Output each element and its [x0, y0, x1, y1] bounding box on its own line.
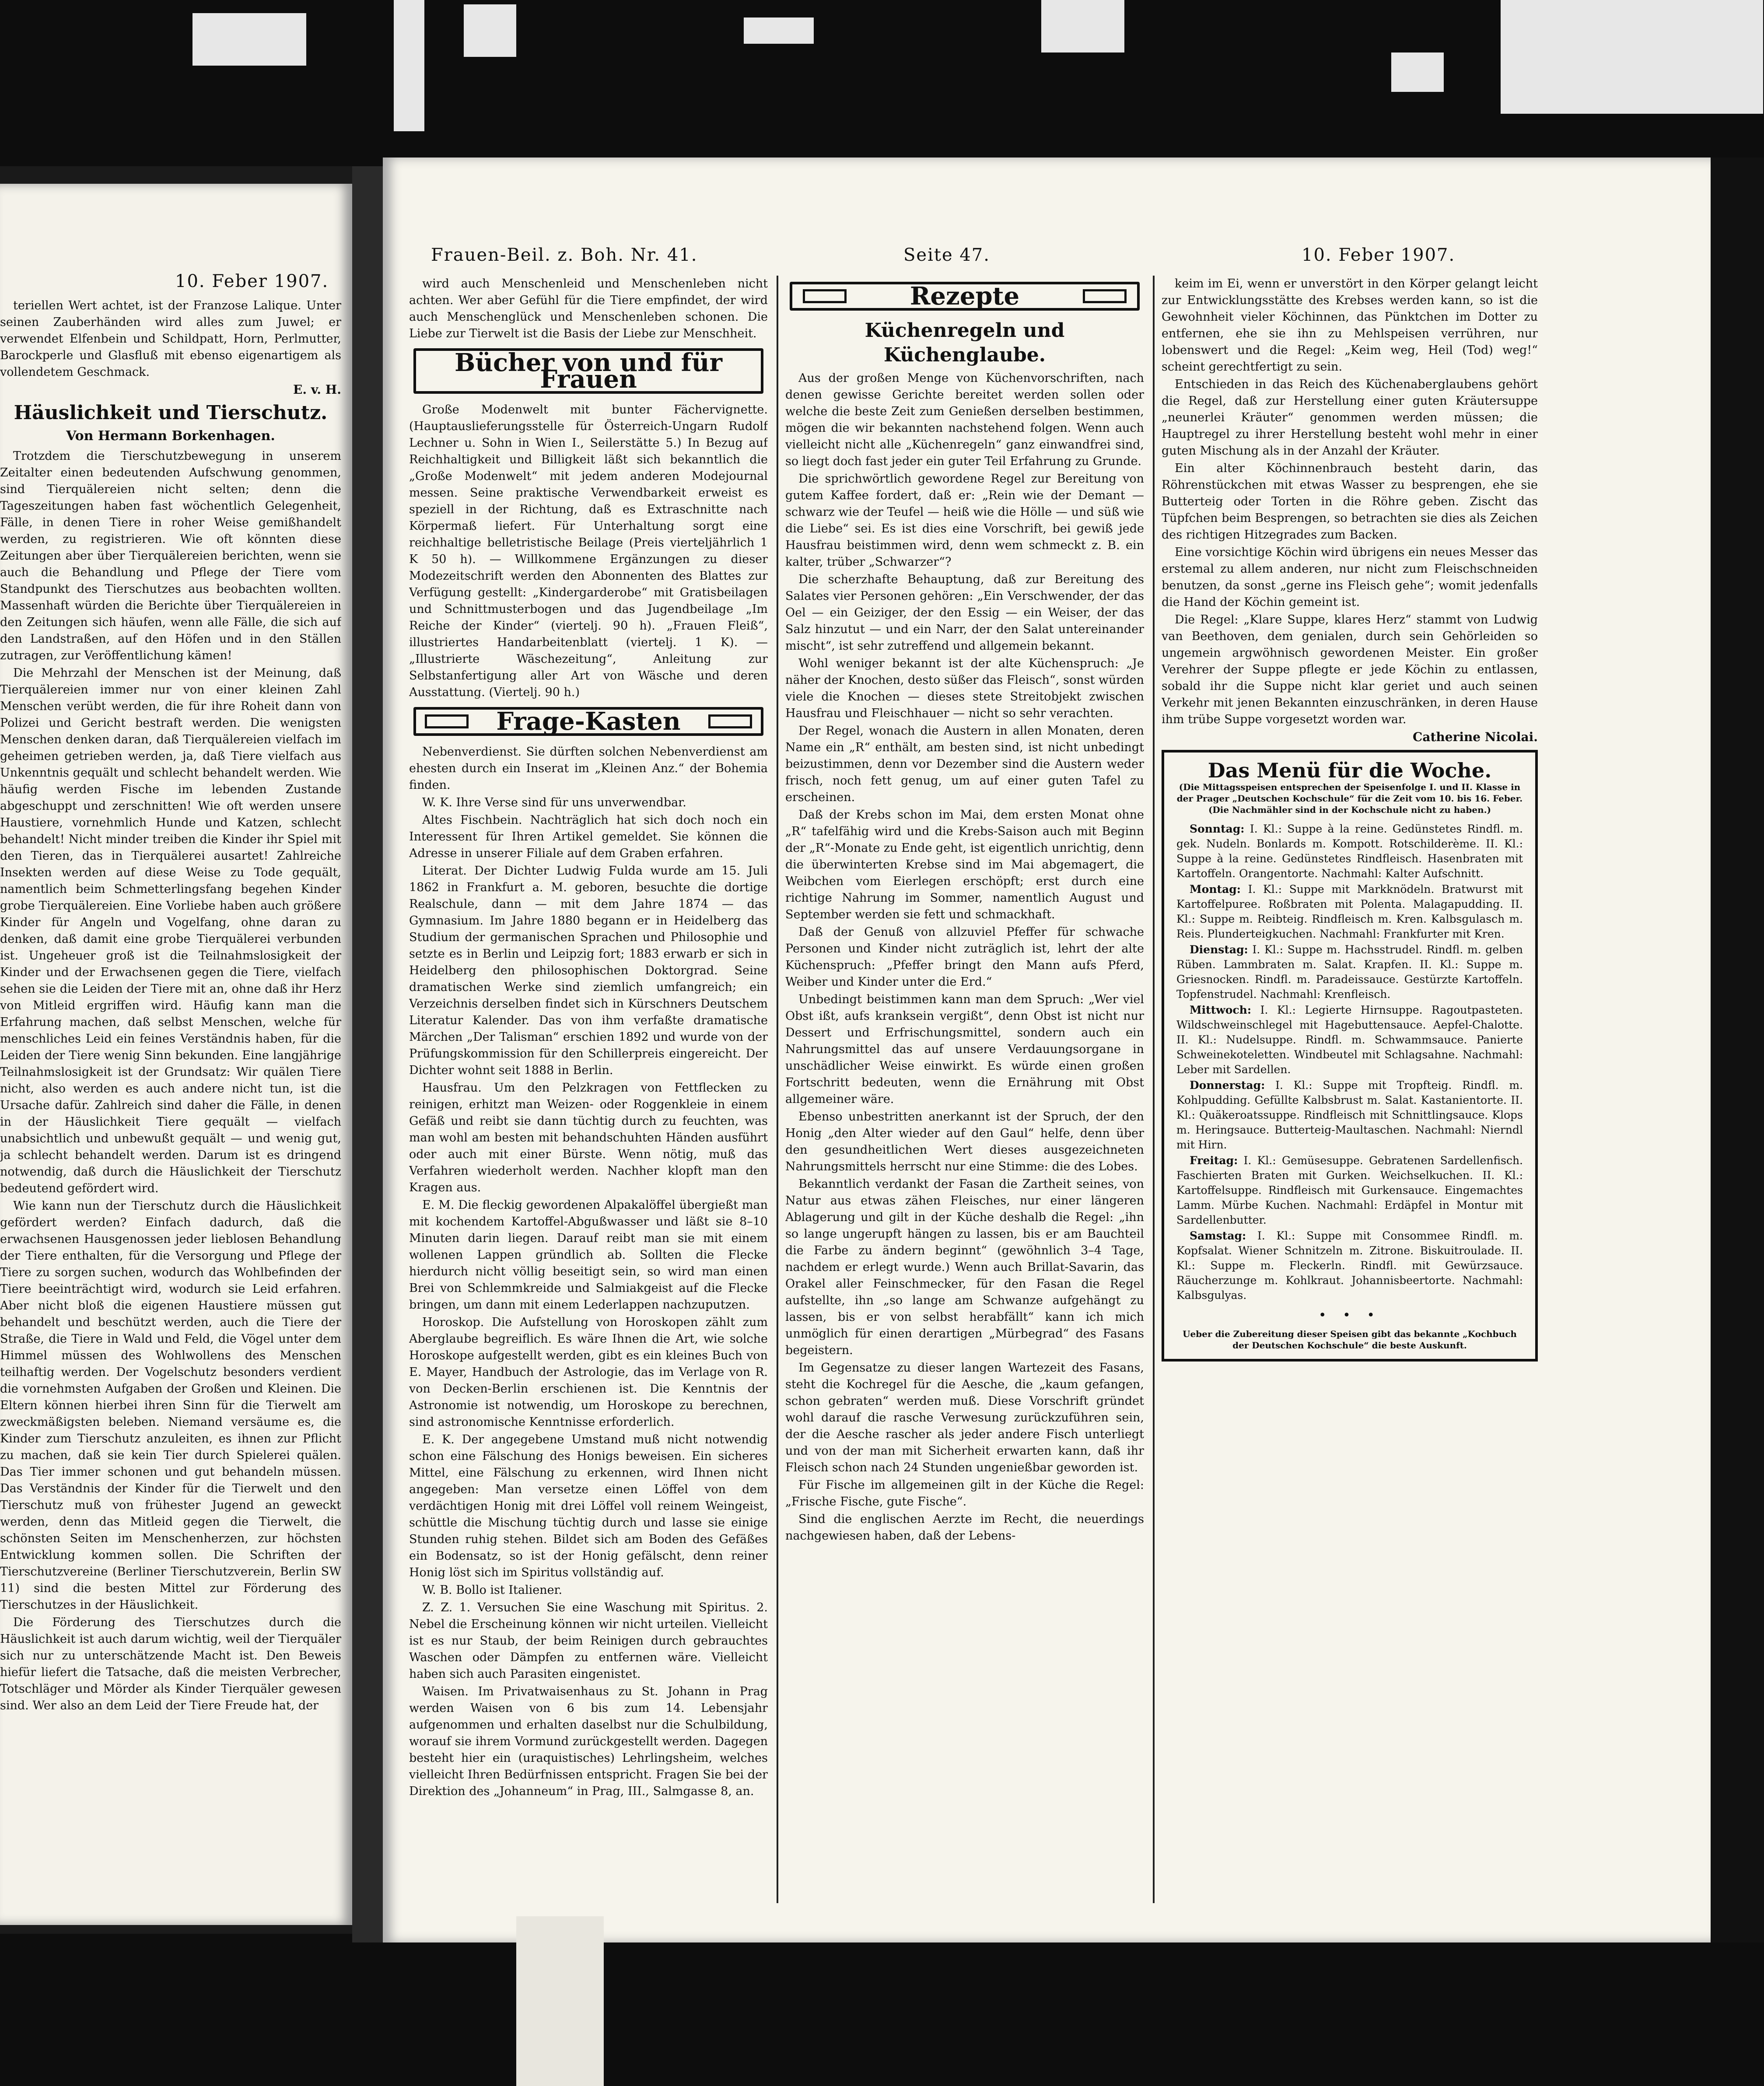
column-divider	[777, 276, 778, 1903]
left-page-date: 10. Feber 1907.	[175, 271, 329, 291]
article-paragraph: Wie kann nun der Tierschutz durch die Häuslichkeit gefördert werden? Einfach dadurch, daß die erwachsenen Hausgenossen jeder lieblosen Behandlung der Tiere enthalten, für die Versorgung und Pflege der Tiere zu sorgen suchen, wodurch das Wohlbefinden der Tiere beeinträchtigt wird, wodurch sie Leid erfahren. Aber nicht bloß die eigenen Haustiere müssen gut behandelt und beschützt werden, auch die Tiere der Straße, die Tiere in Wald und Feld, die Vögel unter dem Himmel müssen des Wohlwollens des Menschen teilhaftig werden. Der Vogelschutz besonders verdient die vornehmsten Aufgaben der Großen und Kleinen. Die Eltern können hierbei ihren Sinn für die Tierwelt am zweckmäßigsten beleben. Niemand versäume es, die Kinder zum Tierschutz anzuleiten, es ihnen zur Pflicht zu machen, daß sie kein Tier durch Spielerei quälen. Das Tier immer schonen und gut behandeln müssen. Das Verständnis der Kinder für die Tierwelt und den Tierschutz muß von frühester Jugend an geweckt werden, denn das Mitleid gegen die Tierwelt, die schönsten Seiten im Menschenherzen, zur höchsten Entwicklung kommen sollen. Die Schriften der Tierschutzvereine (Berliner Tierschutzverein, Berlin SW 11) sind die besten Mittel zur Förderung des Tierschutzes in der Häuslichkeit.	[0, 1199, 341, 1612]
article-paragraph: Trotzdem die Tierschutzbewegung in unserem Zeitalter einen bedeutenden Aufschwung genommen, sind Tierquälereien nicht selten; denn die Tageszeitungen haben fast wöchentlich Gelegenheit, Fälle, in denen Tiere in roher Weise gemißhandelt werden, zu registrieren. Wie oft könnten diese Zeitungen aber über Tierquälereien berichten, wenn sie auch die Behandlung und Pflege der Tiere vom Standpunkt des Tierschutzes aus beobachten wollten. Massenhaft würden die Berichte über Tierquälereien in den Zeitungen sich häufen, wenn alle Fälle, die sich auf den Landstraßen, auf den Höfen und in den Ställen zutragen, zur Veröffentlichung kämen!	[0, 449, 341, 662]
menu-day-name: Dienstag:	[1190, 943, 1248, 956]
recipe-paragraph: Unbedingt beistimmen kann man dem Spruch: „Wer viel Obst ißt, aufs kranksein vergißt“, denn Obst ist nicht nur Dessert und Erfrischungsmittel, sondern auch ein Nahrungsmittel das auf unsere Verdauungsorgane in unschädlicher Weise einwirkt. Es würde einen großen Fortschritt bedeuten, wenn die Ernährung mit Obst allgemeiner wäre.	[785, 993, 1144, 1106]
recipe-paragraph: Der Regel, wonach die Austern in allen Monaten, deren Name ein „R“ enthält, am besten sind, ist nicht unbedingt beizustimmen, denn vor Dezember sind die Austern weder frisch, noch fett genug, um auf einer guten Tafel zu erscheinen.	[785, 724, 1144, 804]
menu-day-entry	[1176, 1003, 1523, 1077]
recipe-paragraph: Ebenso unbestritten anerkannt ist der Spruch, der den Honig „den Alter wieder auf den Gaul“ helfe, denn über den gesundheitlichen Wert dieses ausgezeichneten Nahrungsmittels herrscht nur eine Stimme: die des Lobes.	[785, 1110, 1144, 1173]
recipe-paragraph: Daß der Genuß von allzuviel Pfeffer für schwache Personen und Kinder nicht zuträglich ist, lehrt der alte Küchenspruch: „Pfeffer bringt den Mann aufs Pferd, Weiber und Kinder unter die Erd.“	[785, 925, 1144, 989]
qa-entry: W. B. Bollo ist Italiener.	[422, 1583, 563, 1597]
ornament-right-icon	[1083, 289, 1127, 303]
recipes-signature: Catherine Nicolai.	[1413, 730, 1538, 744]
menu-day-entry	[1176, 942, 1523, 1002]
article-byline: Von Hermann Borkenhagen.	[66, 428, 275, 444]
menu-day-name: Mittwoch:	[1190, 1004, 1252, 1016]
book-review: Große Modenwelt mit bunter Fächervignette. (Hauptauslieferungsstelle für Österreich-Ungarn Rudolf Lechner u. Sohn in Wien I., Seilerstätte 5.) In Bezug auf Reichhaltigkeit und Billigkeit läßt sich bekanntlich die „Große Modenwelt“ mit jedem anderen Modejournal messen. Seine praktische Verwendbarkeit erweist es speziell in der Richtung, daß es Extraschnitte nach Körpermaß liefert. Für Unterhaltung sorgt eine reichhaltige belletristische Beilage (Preis vierteljährlich 1 K 50 h). — Willkommene Ergänzungen zu dieser Modezeitschrift werden den Abonnenten des Blattes zur Verfügung gestellt: „Kindergarderobe“ mit Gratisbeilagen und Schnittmusterbogen und das Jugendbeilage „Im Reiche der Kinder“ (viertelj. 90 h). „Frauen Fleiß“, illustriertes Handarbeitenblatt (viertelj. 1 K). — „Illustrierte Wäschezeitung“, Anleitung zur Selbstanfertigung aller Art von Wäsche und deren Ausstattung. (Viertelj. 90 h.)	[409, 403, 768, 699]
recipe-paragraph: keim im Ei, wenn er unverstört in den Körper gelangt leicht zur Entwicklungsstätte des Krebses werden kann, so ist die Gewohnheit vieler Köchinnen, das Pünktchen im Dotter zu entfernen, ehe sie ihn zu Mehlspeisen verrühren, nur lobenswert und die Regel: „Keim weg, Heil (Tod) weg!“ scheint gerechtfertigt zu sein.	[1162, 277, 1538, 374]
qa-entry: W. K. Ihre Verse sind für uns unverwendbar.	[422, 796, 686, 809]
left-page	[0, 184, 356, 1925]
header-date: 10. Feber 1907.	[1302, 245, 1456, 265]
menu-day-dishes: I. Kl.: Suppe à la reine. Gedünstetes Rindfl. m. gek. Nudeln. Bonlards m. Kompott. Rotschilderème. II. Kl.: Suppe à la reine. Gedünstetes Rindfleisch. Hasenbraten mit Kartoffeln. Orangentorte. Nachmahl: Kalter Aufschnitt.	[1176, 822, 1523, 880]
qa-entry: Waisen. Im Privatwaisenhaus zu St. Johann in Prag werden Waisen von 6 bis zum 14. Lebensjahr aufgenommen und erhalten daselbst nur die Schulbildung, worauf sie ihrem Vormund zurückgestellt werden. Dagegen besteht hier ein (uraquistisches) Lehrlingsheim, welches vielleicht Ihren Bedürfnissen entspricht. Fragen Sie bei der Direktion des „Johanneum“ in Prag, III., Salmgasse 8, an.	[409, 1685, 768, 1798]
menu-day-name: Samstag:	[1190, 1229, 1246, 1242]
menu-day-dishes: I. Kl.: Legierte Hirnsuppe. Ragoutpasteten. Wildschweinschlegel mit Hagebuttensauce. Aepfel-Chalotte. II. Kl.: Nudelsuppe. Rindfl. m. Schwammsauce. Panierte Schweinekoteletten. Windbeutel mit Schlagsahne. Nachmahl: Leber mit Sardellen.	[1176, 1004, 1523, 1076]
recipe-paragraph: Sind die englischen Aerzte im Recht, die neuerdings nachgewiesen haben, daß der Lebens-	[785, 1512, 1144, 1543]
previous-article-ending: wird auch Menschenleid und Menschenleben nicht achten. Wer aber Gefühl für die Tiere empfindet, der wird auch Menschenglück und Menschenleben schonen. Die Liebe zur Tierwelt ist die Basis der Liebe zur Menschheit.	[409, 277, 768, 340]
menu-day-name: Montag:	[1190, 883, 1241, 896]
recipe-paragraph: Die sprichwörtlich gewordene Regel zur Bereitung von gutem Kaffee fordert, daß er: „Rein wie der Demant — schwarz wie der Teufel — heiß wie die Hölle — und süß wie die Liebe“ sei. Es ist dies eine Vorschrift, bei gewiß jede Hausfrau beistimmen wird, denn wem schmeckt z. B. ein kalter, trüber „Schwarzer“?	[785, 472, 1144, 569]
recipe-paragraph: Wohl weniger bekannt ist der alte Küchenspruch: „Je näher der Knochen, desto süßer das Fleisch“, sonst würden viele die Knochen — dieses stete Streitobjekt zwischen Hausfrau und Fleischhauer — nicht so sehr verachten.	[785, 657, 1144, 720]
recipe-paragraph: Die scherzhafte Behauptung, daß zur Bereitung des Salates vier Personen gehören: „Ein Verschwender, der das Oel — ein Geiziger, der den Essig — ein Weiser, der das Salz hinzutut — und ein Narr, der den Salat untereinander mischt“, ist sehr zutreffend und allgemein bekannt.	[785, 573, 1144, 653]
menu-separator-dots: • • •	[1318, 1308, 1381, 1323]
recipe-paragraph: Für Fische im allgemeinen gilt in der Küche die Regel: „Frische Fische, gute Fische“.	[785, 1478, 1144, 1508]
menu-title: Das Menü für die Woche.	[1208, 759, 1492, 782]
books-section-title: Bücher von und für Frauen	[455, 348, 722, 394]
book-edge	[1711, 158, 1764, 1942]
qa-section-heading	[413, 707, 763, 736]
book-binding	[352, 166, 383, 1942]
header-page-number: Seite 47.	[903, 245, 990, 265]
article-title: Häuslichkeit und Tierschutz.	[14, 402, 328, 424]
weekly-menu-box	[1162, 750, 1538, 1362]
menu-day-entry	[1176, 822, 1523, 881]
menu-day-dishes: I. Kl.: Gemüsesuppe. Gebratenen Sardellenfisch. Faschierten Braten mit Gurken. Weichselkuchen. II. Kl.: Kartoffelsuppe. Rindfleisch mit Gurkensauce. Eingemachtes Lamm. Mürbe Kuchen. Nachmahl: Erdäpfel in Montur mit Sardellenbutter.	[1176, 1154, 1523, 1226]
recipe-paragraph: Entschieden in das Reich des Küchenaberglaubens gehört die Regel, daß zur Herstellung einer guten Kräutersuppe „neunerlei Kräuter“ genommen werden müssen; die Hauptregel zu ihrer Herstellung besteht wohl mehr in einer guten Mischung als in der Anzahl der Kräuter.	[1162, 378, 1538, 458]
recipe-paragraph: Eine vorsichtige Köchin wird übrigens ein neues Messer das erstemal zu allem anderen, nur nicht zum Fleischschneiden benutzen, da sonst „gerne ins Fleisch gehe“; womit jedenfalls die Hand der Köchin gemeint ist.	[1162, 546, 1538, 609]
left-page-column	[0, 298, 341, 1908]
ornament-left-icon	[425, 714, 469, 728]
menu-day-name: Donnerstag:	[1190, 1079, 1265, 1092]
menu-day-dishes: I. Kl.: Suppe mit Consommee Rindfl. m. Kopfsalat. Wiener Schnitzeln m. Zitrone. Biskuitroulade. II. Kl.: Suppe m. Fleckerln. Rindfl. mit Gewürzsauce. Räucherzunge m. Kohlkraut. Johannisbeertorte. Nachmahl: Kalbsgulyas.	[1176, 1229, 1523, 1302]
recipe-paragraph: Ein alter Köchinnenbrauch besteht darin, das Röhrenstückchen mit etwas Wasser zu besprengen, ehe sie Butterteig oder Torten in die Röhre geben. Zischt das Tüpfchen beim Besprengen, so betrachten sie dies als Zeichen des richtigen Hitzegrades zum Backen.	[1162, 462, 1538, 542]
qa-entry: Hausfrau. Um den Pelzkragen von Fettflecken zu reinigen, erhitzt man Weizen- oder Roggenkleie in einem Gefäß und reibt sie dann tüchtig durch zu feuchten, was man wohl am besten mit behandschuhten Händen ausführt oder auch mit einer Bürste. Wenn nötig, muß das Verfahren wiederholt werden. Nachher klopft man den Kragen aus.	[409, 1081, 768, 1194]
qa-entry: Altes Fischbein. Nachträglich hat sich doch noch ein Interessent für Ihren Artikel gemeldet. Sie können die Adresse in unserer Filiale auf dem Graben erfahren.	[409, 813, 768, 860]
recipes-subtitle: Küchenregeln und Küchenglaube.	[864, 319, 1065, 366]
column-2	[785, 276, 1144, 1921]
prev-article-signature: E. v. H.	[293, 382, 341, 397]
menu-day-dishes: I. Kl.: Suppe mit Markknödeln. Bratwurst mit Kartoffelpuree. Roßbraten mit Polenta. Malagapudding. II. Kl.: Suppe m. Reibteig. Rindfleisch m. Kren. Kalbsgulasch m. Reis. Plunderteigkuchen. Nachmahl: Frankfurter mit Kren.	[1176, 883, 1523, 940]
header-publication: Frauen-Beil. z. Boh. Nr. 41.	[431, 245, 698, 265]
qa-entry: E. M. Die fleckig gewordenen Alpakalöffel übergießt man mit kochendem Kartoffel-Abgußwasser und läßt sie 8–10 Minuten darin liegen. Darauf reibt man sie mit einem wollenen Lappen gründlich ab. Sollten die Flecke hierdurch nicht völlig beseitigt sein, so wird man einen Brei von Schlemmkreide und Salmiakgeist auf die Flecke bringen, um dann mit einem Lederlappen nachzuputzen.	[409, 1198, 768, 1312]
article-paragraph: Die Mehrzahl der Menschen ist der Meinung, daß Tierquälereien immer nur von einer kleinen Zahl Menschen verübt werden, die für ihre Roheit dann von Polizei und Gericht bestraft werden. Die wenigsten Menschen denken daran, daß Tierquälereien vielfach im geheimen getrieben werden, ja, daß Tiere vielfach aus Unkenntnis gequält und schlecht behandelt werden. Wie häufig werden Fische im lebenden Zustande abgeschuppt und zerschnitten! Wie oft werden unsere Haustiere, vornehmlich Hunde und Katzen, schlecht behandelt! Nicht minder treiben die Kinder ihr Spiel mit den Tieren, das in Tierquälerei ausartet! Zahlreiche Insekten werden auf diese Weise zu Tode gequält, namentlich beim Schmetterlingsfang begehen Kinder grobe Tierquälereien. Eine Vorliebe haben auch größere Kinder für Angeln und Vogelfang, ohne daran zu denken, daß damit eine grobe Tierquälerei verbunden ist. Ungeheuer groß ist die Teilnahmslosigkeit der Kinder und der Erwachsenen gegen die Tiere, vielfach sehen sie die Leiden der Tiere mit an, ohne daß ihr Herz von Mitleid ergriffen wird. Häufig kann man die Erfahrung machen, daß selbst Menschen, welche für menschliches Leid ein feines Verständnis haben, für die Leiden der Tiere wenig Sinn bekunden. Eine langjährige Teilnahmslosigkeit ist der Grundsatz: Wir quälen Tiere nicht, also werden es auch andere nicht tun, ist die Ursache dafür. Zahlreich sind daher die Fälle, in denen in der Häuslichkeit Tiere gequält — vielfach unabsichtlich und unbewußt gequält — und wenig gut, ja schlecht behandelt werden. Darum ist es dringend notwendig, daß durch die Häuslichkeit der Tierschutz bedeutend gefördert wird.	[0, 666, 341, 1195]
menu-day-name: Freitag:	[1190, 1154, 1238, 1167]
article-paragraph: Die Förderung des Tierschutzes durch die Häuslichkeit ist auch darum wichtig, weil der Tierquäler sich nur zu unterschätzende Macht ist. Den Beweis hiefür liefert die Tatsache, daß die meisten Verbrecher, Totschläger und Mörder als Kinder Tierquäler gewesen sind. Wer also an dem Leid der Tiere Freude hat, der	[0, 1616, 341, 1712]
page-tab-strip	[516, 1916, 604, 2086]
menu-day-entry	[1176, 882, 1523, 942]
recipes-section-heading	[790, 282, 1140, 311]
column-divider	[1153, 276, 1155, 1903]
recipe-paragraph: Aus der großen Menge von Küchenvorschriften, nach denen gewisse Gerichte bereitet werden sollen oder welche die beste Zeit zum Genießen derselben bestimmen, mögen die wir bekannten nachstehend folgen. Wenn auch vielleicht nicht alle „Küchenregeln“ ganz einwandfrei sind, so liegt doch fast jeder ein guter Teil Erfahrung zu Grunde.	[785, 371, 1144, 468]
qa-entry: Literat. Der Dichter Ludwig Fulda wurde am 15. Juli 1862 in Frankfurt a. M. geboren, besuchte die dortige Realschule, dann — mit dem Jahre 1874 — das Gymnasium. Im Jahre 1880 begann er in Heidelberg das Studium der germanischen Sprachen und Philosophie und setzte es in Berlin und Leipzig fort; 1883 erwarb er sich in Heidelberg den philosophischen Doktorgrad. Seine dramatischen Werke sind ziemlich umfangreich; ein Verzeichnis derselben findet sich in Kürschners Deutschem Literatur Kalender. Das von ihm verfaßte dramatische Märchen „Der Talisman“ erschien 1892 und wurde von der Prüfungskommission für den Schillerpreis eingereicht. Der Dichter wohnt seit 1888 in Berlin.	[409, 864, 768, 1077]
qa-section-title: Frage-Kasten	[496, 707, 681, 736]
prev-article-tail: teriellen Wert achtet, ist der Franzose Lalique. Unter seinen Zauberhänden wird alles zum Juwel; er verwendet Elfenbein und Schildpatt, Horn, Perlmutter, Barockperle und Glasfluß mit ebenso eigenartigem als vollendetem Geschmack.	[0, 299, 341, 379]
scan-background-top	[0, 0, 1764, 166]
menu-day-dishes: I. Kl.: Suppe mit Tropfteig. Rindfl. m. Kohlpudding. Gefüllte Kalbsbrust m. Salat. Kastanientorte. II. Kl.: Quäkeroatssuppe. Rindfleisch mit Schnittlingsauce. Klops m. Heringsauce. Butterteig-Maultaschen. Nachmahl: Nierndl mit Hirn.	[1176, 1079, 1523, 1151]
recipe-paragraph: Daß der Krebs schon im Mai, dem ersten Monat ohne „R“ tafelfähig wird und die Krebs-Saison auch mit Beginn der „R“-Monate zu Ende geht, ist eigentlich unrichtig, denn die überwinterten Krebse sind im Mai abgemagert, die Weibchen vom Eierlegen erschöpft; erst durch eine richtige Nahrung im Sommer, namentlich August und September werden sie fett und schmackhaft.	[785, 808, 1144, 921]
menu-day-name: Sonntag:	[1190, 822, 1245, 835]
qa-entry: E. K. Der angegebene Umstand muß nicht notwendig schon eine Fälschung des Honigs beweisen. Ein sicheres Mittel, eine Fälschung zu erkennen, wird Ihnen nicht angegeben: Man versetze einen Löffel von dem verdächtigen Honig mit drei Löffel voll reinem Weingeist, schüttle die Mischung tüchtig durch und lasse sie einige Stunden ruhig stehen. Bildet sich am Boden des Gefäßes ein Bodensatz, so ist der Honig gefälscht, denn reiner Honig löst sich im Spiritus vollständig auf.	[409, 1433, 768, 1579]
qa-entry: Nebenverdienst. Sie dürften solchen Nebenverdienst am ehesten durch ein Inserat im „Kleinen Anz.“ der Bohemia finden.	[409, 745, 768, 792]
menu-day-entry	[1176, 1153, 1523, 1228]
qa-entry: Z. Z. 1. Versuchen Sie eine Waschung mit Spiritus. 2. Nebel die Erscheinung können wir nicht urteilen. Vielleicht ist es nur Staub, der beim Reinigen durch gebrauchtes Waschen oder Dämpfen zu entfernen wäre. Vielleicht haben sich auch Parasiten eingenistet.	[409, 1601, 768, 1681]
recipes-section-title: Rezepte	[910, 282, 1020, 311]
column-3	[1162, 276, 1538, 1921]
recipe-paragraph: Bekanntlich verdankt der Fasan die Zartheit seines, von Natur aus etwas zähen Fleisches, nur einer längeren Ablagerung und gilt in der Küche deshalb die Regel: „ihn so lange ungerupft hängen zu lassen, bis er am Bauchteil die Farbe zu ändern beginnt“ (gewöhnlich 3–4 Tage, nachdem er erlegt wurde.) Wenn auch Brillat-Savarin, das Orakel aller Feinschmecker, für den Fasan die Regel aufstellte, ihn „so lange am Schwanze aufgehängt zu lassen, bis er von selbst herabfällt“ kann ich mich unmöglich für einen derartigen „Mürbegrad“ des Fasans begeistern.	[785, 1177, 1144, 1357]
ornament-right-icon	[708, 714, 752, 728]
menu-day-entry	[1176, 1228, 1523, 1303]
books-section-heading	[413, 348, 763, 394]
right-page	[383, 158, 1711, 1942]
menu-note: (Die Mittagsspeisen entsprechen der Speisenfolge I. und II. Klasse in der Prager „Deutschen Kochschule“ für die Zeit vom 10. bis 16. Feber. (Die Nachmähler sind in der Kochschule nicht zu haben.)	[1176, 782, 1523, 815]
column-1	[409, 276, 768, 1921]
recipe-paragraph: Im Gegensatze zu dieser langen Wartezeit des Fasans, steht die Kochregel für die Aesche, die „kaum gefangen, schon gebraten“ werden muß. Diese Vorschrift gründet wohl darauf die rasche Verwesung zurückzuführen sein, der die Aesche rascher als jeder andere Fisch unterliegt und von der man mit Sicherheit erwarten kann, daß ihr Fleisch schon nach 24 Stunden ungenießbar geworden ist.	[785, 1361, 1144, 1474]
menu-day-dishes: I. Kl.: Suppe m. Hachsstrudel. Rindfl. m. gelben Rüben. Lammbraten m. Salat. Krapfen. II. Kl.: Suppe m. Griesnocken. Rindfl. m. Paradeissauce. Gestürzte Kartoffeln. Topfenstrudel. Nachmahl: Krenfleisch.	[1176, 943, 1523, 1001]
ornament-left-icon	[803, 289, 847, 303]
menu-day-entry	[1176, 1078, 1523, 1152]
menu-footer-note: Ueber die Zubereitung dieser Speisen gibt das bekannte „Kochbuch der Deutschen Kochschule“ die beste Auskunft.	[1183, 1329, 1517, 1351]
scan-background-bottom	[0, 1934, 1764, 2086]
qa-entry: Horoskop. Die Aufstellung von Horoskopen zählt zum Aberglaube begreiflich. Es wäre Ihnen die Art, wie solche Horoskope aufgestellt werden, gibt es ein kleines Buch von E. Mayer, Handbuch der Astrologie, das im Verlage von R. von Decken-Berlin erschienen ist. Die Kenntnis der Astronomie ist notwendig, um Horoskope zu berechnen, sind astronomische Kenntnisse erforderlich.	[409, 1316, 768, 1429]
recipe-paragraph: Die Regel: „Klare Suppe, klares Herz“ stammt von Ludwig van Beethoven, dem genialen, durch sein Gehörleiden so ungemein argwöhnisch gewordenen Meister. Ein großer Verehrer der Suppe pflegte er jede Köchin zu entlassen, sobald ihr die Suppe nicht klar geriet und auch seinen Verkehr mit jenen Bekannten einzuschränken, in deren Hause ihm trübe Suppe vorgesetzt worden war.	[1162, 613, 1538, 726]
